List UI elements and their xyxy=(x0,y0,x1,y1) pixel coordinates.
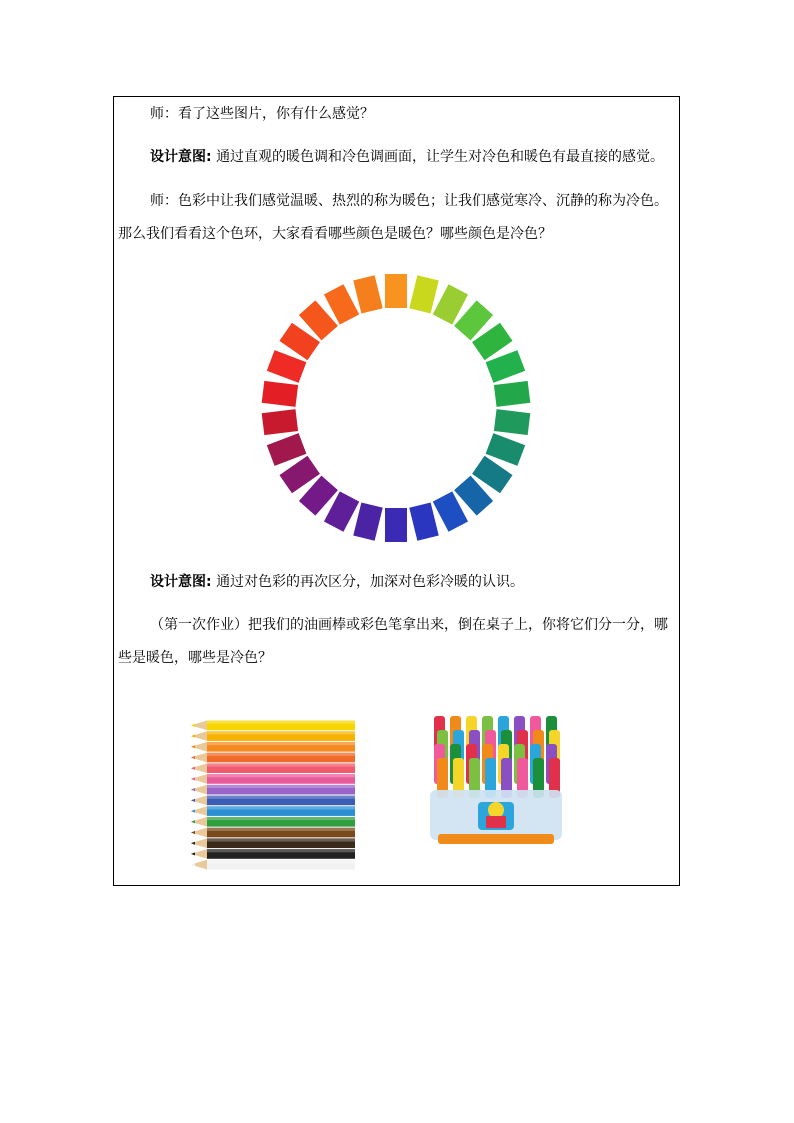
design-intent-2 xyxy=(118,566,674,599)
pencil xyxy=(191,860,355,870)
color-wheel xyxy=(258,270,534,546)
pencil xyxy=(191,742,355,752)
color-wheel-swatch xyxy=(494,381,530,407)
pencil xyxy=(191,828,355,838)
homework-instruction: （第一次作业）把我们的油画棒或彩色笔拿出来，倒在桌子上，你将它们分一分，哪些是暖色，哪些是冷色？ xyxy=(118,617,668,666)
design-intent-1 xyxy=(118,141,674,174)
pencil xyxy=(191,817,355,827)
color-wheel-swatch xyxy=(262,381,298,407)
color-wheel-swatch xyxy=(385,274,407,308)
colored-pencils-image xyxy=(185,720,355,870)
pencil xyxy=(191,806,355,816)
pencil xyxy=(191,721,355,731)
pencil xyxy=(191,731,355,741)
marker-box-base xyxy=(438,834,554,844)
color-wheel-swatch xyxy=(494,409,530,435)
design-intent-text: 通过对色彩的再次区分，加深对色彩冷暖的认识。 xyxy=(216,574,525,590)
marker-box-mascot-body xyxy=(486,816,506,828)
pencil xyxy=(191,763,355,773)
marker-box-mascot xyxy=(488,802,504,818)
design-intent-label: 设计意图: xyxy=(150,574,212,590)
color-wheel-swatch xyxy=(409,502,438,540)
pencil xyxy=(191,796,355,806)
pencil xyxy=(191,774,355,784)
color-wheel-swatch xyxy=(262,409,298,435)
teacher-question: 师：看了这些图片，你有什么感觉？ xyxy=(150,106,374,122)
teacher-explanation: 师：色彩中让我们感觉温暖、热烈的称为暖色；让我们感觉寒冷、沉静的称为冷色。那么我们看看这个色环，大家看看哪些颜色是暖色？哪些颜色是冷色？ xyxy=(118,193,668,242)
color-wheel-swatch xyxy=(385,508,407,542)
pencil xyxy=(191,785,355,795)
design-intent-text: 通过直观的暖色调和冷色调画面，让学生对冷色和暖色有最直接的感觉。 xyxy=(216,149,665,165)
markers-box-image xyxy=(428,712,564,847)
color-wheel-swatch xyxy=(409,275,438,313)
pencil xyxy=(191,753,355,763)
color-wheel-swatch xyxy=(353,502,382,540)
color-wheel-swatch xyxy=(353,275,382,313)
pencil xyxy=(191,849,355,859)
design-intent-label: 设计意图: xyxy=(150,149,212,165)
pencil xyxy=(191,838,355,848)
